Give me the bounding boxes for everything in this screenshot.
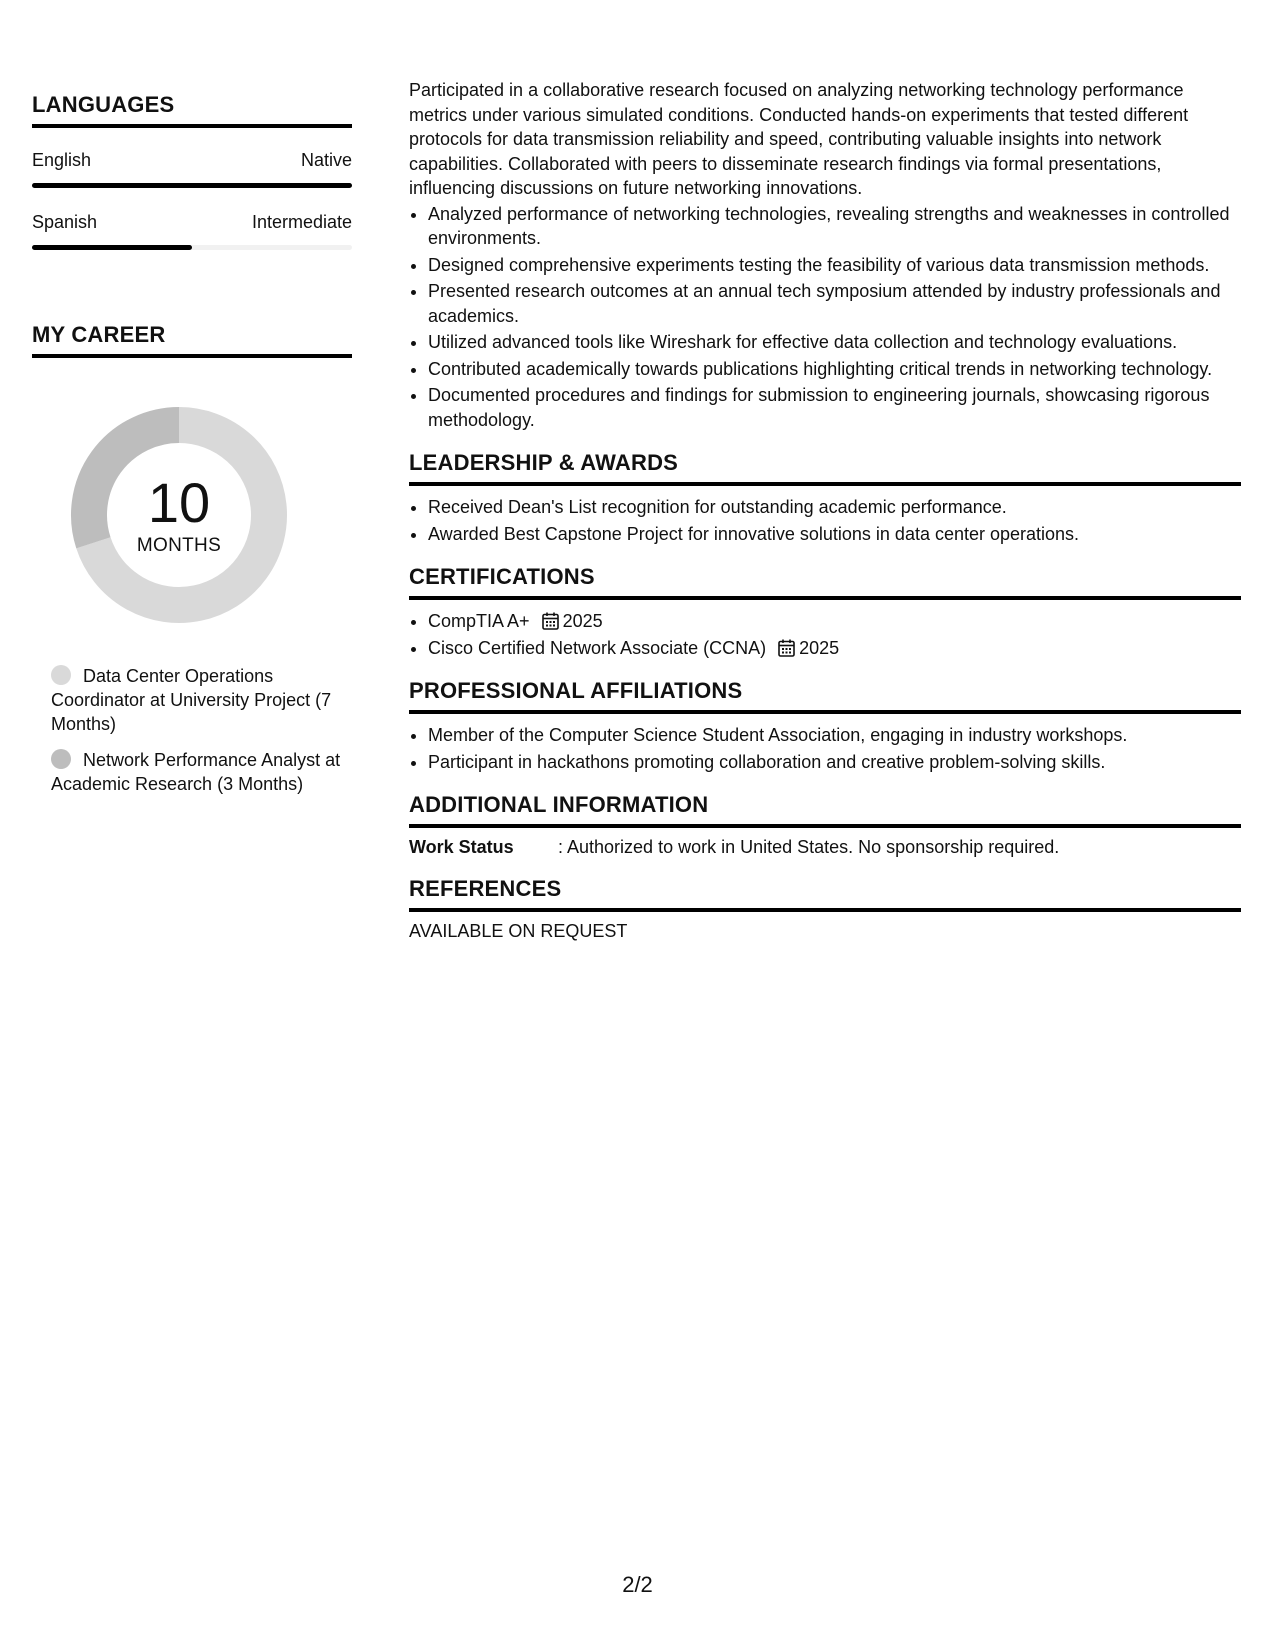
language-name: Spanish (32, 212, 98, 232)
references-heading: REFERENCES (409, 876, 1241, 912)
info-key: Work Status (409, 837, 514, 857)
list-item: • Documented procedures and findings for submission to engineering journals, showcasing rigorous methodology. (428, 383, 1241, 432)
languages-section (32, 92, 352, 250)
legend-label: Data Center Operations Coordinator at University Project (7 Months) (51, 666, 332, 734)
calendar-icon (778, 639, 795, 657)
page-number: 2/2 (622, 1572, 653, 1597)
legend-item (51, 748, 341, 796)
legend-dot (51, 665, 71, 685)
right-column (409, 78, 1241, 942)
experience-section (409, 78, 1241, 432)
list-item: • Participant in hackathons promoting collaboration and creative problem-solving skills. (428, 750, 1241, 775)
certification-year: 2025 (562, 611, 603, 631)
references-text: AVAILABLE ON REQUEST (409, 921, 628, 941)
list-item: • Presented research outcomes at an annual tech symposium attended by industry professionals and academics. (428, 279, 1241, 328)
list-item: • Utilized advanced tools like Wireshark for effective data collection and technology evaluations. (428, 330, 1241, 355)
legend-dot (51, 749, 71, 769)
calendar-icon (542, 612, 559, 630)
legend-label: Network Performance Analyst at Academic Research (3 Months) (51, 750, 341, 794)
career-total-number: 10 (147, 471, 211, 534)
leadership-section (409, 450, 1241, 546)
affiliations-heading: PROFESSIONAL AFFILIATIONS (409, 678, 1241, 714)
language-item (32, 212, 352, 250)
list-item: • Contributed academically towards publications highlighting critical trends in networking technology. (428, 357, 1241, 382)
list-item: • Designed comprehensive experiments testing the feasibility of various data transmission methods. (428, 253, 1241, 278)
additional-info-section (409, 792, 1241, 858)
language-item (32, 150, 352, 188)
legend-item (51, 664, 341, 736)
career-total-unit: MONTHS (136, 535, 222, 556)
list-item: • Awarded Best Capstone Project for innovative solutions in data center operations. (428, 522, 1241, 547)
additional-info-heading: ADDITIONAL INFORMATION (409, 792, 1241, 828)
certifications-list (409, 609, 1241, 660)
info-value: : Authorized to work in United States. No sponsorship required. (558, 837, 1060, 857)
donut-center (66, 402, 292, 628)
info-row (409, 837, 1241, 858)
certifications-section (409, 564, 1241, 660)
language-proficiency-bar (32, 183, 352, 188)
language-level: Native (300, 150, 352, 170)
languages-heading: LANGUAGES (32, 92, 352, 128)
experience-summary: Participated in a collaborative research focused on analyzing networking technology performance metrics under various simulated conditions. Conducted hands-on experiments that tested different protocols for data transmission reliability and speed, contributing valuable insights into network capabilities. Collaborated with peers to disseminate research findings via formal presentations, influencing discussions on future networking innovations. (409, 80, 1189, 198)
leadership-heading: LEADERSHIP & AWARDS (409, 450, 1241, 486)
list-item: • Received Dean's List recognition for outstanding academic performance. (428, 495, 1241, 520)
certification-item (428, 636, 1241, 661)
list-item: • Analyzed performance of networking technologies, revealing strengths and weaknesses in controlled environments. (428, 202, 1241, 251)
list-item: • Member of the Computer Science Student Association, engaging in industry workshops. (428, 723, 1241, 748)
certification-year: 2025 (799, 637, 840, 658)
experience-bullets (409, 202, 1241, 433)
certification-name: Cisco Certified Network Associate (CCNA) (428, 637, 767, 658)
affiliations-section (409, 678, 1241, 774)
language-level: Intermediate (251, 212, 352, 232)
references-section (409, 876, 1241, 942)
career-legend (51, 664, 341, 796)
career-section (32, 322, 352, 796)
language-proficiency-fill (32, 183, 352, 188)
language-name: English (32, 150, 92, 170)
language-proficiency-bar (32, 245, 352, 250)
career-donut-chart (66, 402, 292, 628)
career-heading: MY CAREER (32, 322, 352, 358)
certification-item (428, 609, 1241, 634)
left-column (32, 92, 352, 808)
language-proficiency-fill (32, 245, 192, 250)
certification-name: CompTIA A+ (428, 611, 530, 631)
leadership-list (409, 495, 1241, 546)
affiliations-list (409, 723, 1241, 774)
certifications-heading: CERTIFICATIONS (409, 564, 1241, 600)
